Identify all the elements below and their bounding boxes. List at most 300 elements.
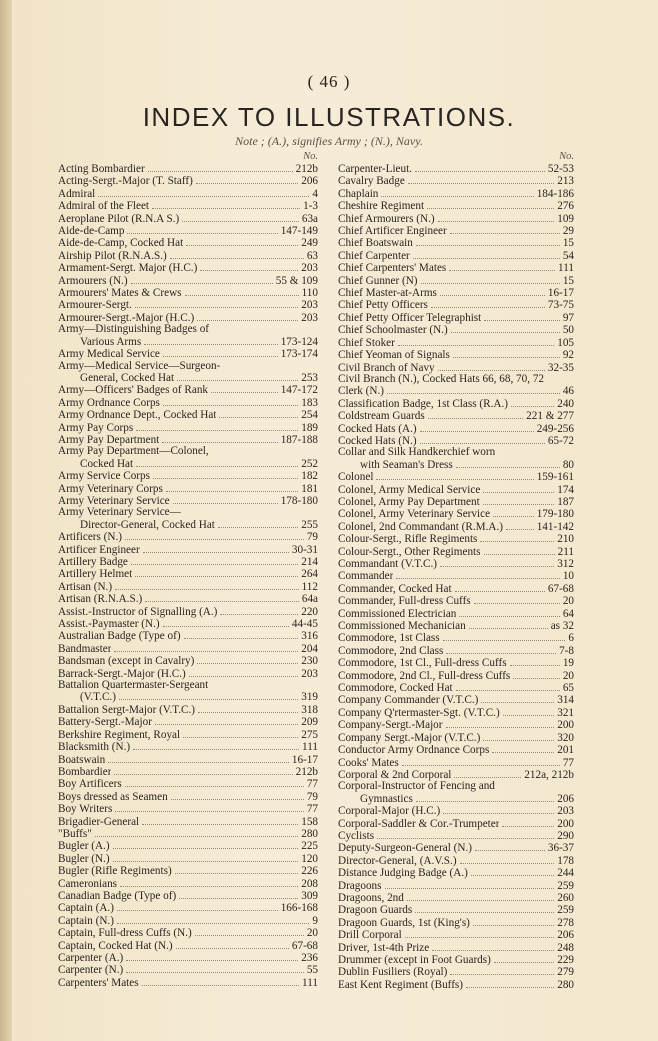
- index-entry: [338, 842, 574, 854]
- index-entry: [58, 927, 318, 939]
- dot-leader: [443, 632, 566, 641]
- index-entry: [338, 966, 574, 978]
- entry-number: 16-17: [291, 753, 318, 766]
- dot-leader: [494, 954, 554, 963]
- entry-label: Civil Branch of Navy: [338, 362, 435, 374]
- dot-leader: [126, 952, 298, 961]
- entry-label: Army Veterinary Corps: [58, 483, 163, 495]
- entry-label: Carpenter (A.): [58, 953, 124, 964]
- entry-label: Assist.-Paymaster (N.): [58, 619, 160, 631]
- index-entry: [338, 163, 574, 175]
- entry-label: Corporal & 2nd Corporal: [338, 769, 452, 781]
- index-entry: [58, 568, 318, 580]
- entry-number: 255: [301, 518, 318, 531]
- index-entry: [58, 630, 318, 642]
- dot-leader: [453, 349, 560, 358]
- entry-number: 67-68: [291, 939, 318, 952]
- dot-leader: [431, 299, 545, 308]
- dot-leader: [166, 483, 298, 492]
- entry-label: Army Pay Department: [58, 434, 160, 446]
- entry-label: Bugler (A.): [58, 841, 110, 853]
- entry-number: 312: [557, 558, 574, 570]
- dot-leader: [95, 828, 298, 837]
- index-entry: [338, 546, 574, 558]
- dot-leader: [135, 568, 298, 577]
- index-entry: [338, 558, 574, 570]
- index-entry: [58, 816, 318, 828]
- entry-label: Assist.-Instructor of Signalling (A.): [58, 606, 218, 618]
- dot-leader: [173, 495, 278, 504]
- index-entry: [338, 608, 574, 620]
- entry-label: Artisan (R.N.A.S.): [58, 594, 143, 606]
- entry-number: 173-124: [280, 335, 318, 348]
- entry-label: Civil Branch (N.), Cocked Hats 66, 68, 70, 72: [338, 373, 545, 385]
- dot-leader: [127, 225, 277, 234]
- index-entry: [338, 732, 574, 744]
- dot-leader: [415, 163, 545, 172]
- entry-number: 206: [557, 792, 574, 805]
- entry-label: Dragoon Guards, 1st (King's): [338, 917, 470, 929]
- entry-label: Brigadier-General: [58, 816, 140, 828]
- entry-label: Chief Stoker: [338, 337, 395, 349]
- index-entry: [58, 556, 318, 568]
- dot-leader: [115, 803, 303, 812]
- index-entry: [58, 446, 318, 457]
- entry-number: 214: [301, 556, 318, 568]
- index-entry: [58, 741, 318, 753]
- index-entry: [58, 483, 318, 495]
- index-entry: [58, 324, 318, 335]
- entry-number: 203: [301, 299, 318, 312]
- entry-number: 213: [557, 175, 574, 188]
- index-entry: [338, 707, 574, 719]
- entry-label: Army—Officers' Badges of Rank: [58, 385, 209, 397]
- entry-label: Army Ordnance Corps: [58, 397, 160, 409]
- index-entry: [58, 878, 318, 890]
- index-entry: [338, 917, 574, 929]
- entry-number: 248: [557, 941, 574, 954]
- dot-leader: [474, 595, 560, 604]
- entry-number: 15: [562, 274, 574, 287]
- entry-label: Dublin Fusiliers (Royal): [338, 967, 448, 979]
- entry-label: Chief Schoolmaster (N.): [338, 325, 448, 337]
- index-entry: [338, 447, 574, 458]
- dot-leader: [438, 362, 545, 371]
- entry-number: 225: [301, 840, 318, 853]
- entry-number: 181: [301, 482, 318, 495]
- dot-leader: [131, 556, 298, 565]
- dot-leader: [175, 865, 299, 874]
- entry-label: Army Veterinary Service: [58, 495, 170, 507]
- entry-label: Colonel, 2nd Commandant (R.M.A.): [338, 521, 504, 533]
- entry-number: 226: [301, 865, 318, 878]
- entry-label: Commodore, 2nd Cl., Full-dress Cuffs: [338, 670, 511, 682]
- entry-number: 46: [562, 385, 574, 398]
- entry-number: 230: [301, 655, 318, 668]
- dot-leader: [466, 979, 554, 988]
- index-entry: [338, 484, 574, 496]
- dot-leader: [183, 729, 298, 738]
- entry-label: Chief Yeoman of Signals: [338, 350, 450, 362]
- entry-label: Aide-de-Camp, Cocked Hat: [58, 238, 184, 250]
- index-entry: [58, 225, 318, 237]
- dot-leader: [171, 791, 304, 800]
- dot-leader: [449, 262, 555, 271]
- entry-number: 9: [312, 914, 318, 927]
- dot-leader: [408, 175, 554, 184]
- entry-number: 275: [301, 728, 318, 741]
- entry-number: 77: [562, 756, 574, 769]
- entry-number: 183: [301, 396, 318, 409]
- entry-label: Boys dressed as Seamen: [58, 791, 168, 803]
- entry-label: Dragoon Guards: [338, 905, 413, 917]
- index-entry: [58, 754, 318, 766]
- dot-leader: [219, 409, 298, 418]
- entry-label: Chief Artificer Engineer: [338, 226, 447, 238]
- dot-leader: [483, 484, 554, 493]
- index-entry: [338, 645, 574, 657]
- entry-label: Commissioned Mechanician: [338, 621, 466, 633]
- index-entry: [58, 312, 318, 324]
- dot-leader: [387, 385, 560, 394]
- index-entry: [58, 729, 318, 741]
- dot-leader: [145, 593, 299, 602]
- dot-leader: [163, 348, 278, 357]
- dot-leader: [420, 435, 545, 444]
- dot-leader: [432, 942, 554, 951]
- index-entry: [58, 791, 318, 803]
- entry-number: 20: [562, 669, 574, 682]
- index-entry: [338, 694, 574, 706]
- dot-leader: [415, 904, 554, 913]
- entry-number: 147-149: [280, 225, 318, 238]
- entry-label: Coldstream Guards: [338, 411, 425, 423]
- entry-number: 173-174: [280, 348, 318, 361]
- entry-number: 20: [562, 595, 574, 608]
- index-entry: [58, 680, 318, 691]
- dot-leader: [446, 645, 556, 654]
- entry-number: 212b: [295, 765, 318, 778]
- page-title: INDEX TO ILLUSTRATIONS.: [142, 102, 516, 132]
- dot-leader: [197, 655, 298, 664]
- entry-label: Admiral of the Fleet: [58, 201, 150, 213]
- dot-leader: [510, 657, 560, 666]
- index-entry: [58, 865, 318, 877]
- entry-label: Colour-Sergt., Rifle Regiments: [338, 534, 478, 546]
- index-entry: [58, 458, 318, 470]
- entry-label: Army Pay Department—Colonel,: [58, 446, 209, 458]
- dot-leader: [405, 929, 555, 938]
- index-entry: [338, 423, 574, 435]
- index-entry: [58, 952, 318, 964]
- entry-number: 1-3: [303, 200, 318, 213]
- entry-label: Artificer Engineer: [58, 544, 140, 556]
- entry-number: 203: [301, 667, 318, 680]
- dot-leader: [376, 471, 533, 480]
- entry-number: 201: [557, 744, 574, 757]
- entry-number: 264: [301, 568, 318, 581]
- index-entry: [58, 618, 318, 630]
- entry-label: Army Service Corps: [58, 471, 150, 483]
- entry-number: 159-161: [536, 471, 574, 484]
- entry-number: 184-186: [536, 187, 574, 200]
- dot-leader: [136, 458, 298, 467]
- entry-label: Company Q'rtermaster-Sgt. (V.T.C.): [338, 707, 500, 719]
- dot-leader: [195, 927, 304, 936]
- index-entry: [338, 312, 574, 324]
- entry-number: 206: [301, 175, 318, 188]
- dot-leader: [456, 459, 560, 468]
- dot-leader: [381, 188, 533, 197]
- dot-leader: [182, 213, 299, 222]
- entry-label: Airship Pilot (R.N.A.S.): [58, 250, 167, 262]
- dot-leader: [113, 853, 299, 862]
- entry-number: 203: [557, 805, 574, 818]
- entry-label: Cocked Hats (N.): [338, 435, 417, 447]
- entry-label: Aide-de-Camp: [58, 226, 125, 238]
- index-entry: [58, 495, 318, 507]
- entry-label: Cocked Hats (A.): [338, 423, 417, 435]
- dot-leader: [511, 398, 554, 407]
- dot-leader: [133, 741, 299, 750]
- dot-leader: [218, 519, 298, 528]
- entry-number: 19: [562, 657, 574, 670]
- index-entry: [58, 778, 318, 790]
- entry-number: 30-31: [291, 543, 318, 556]
- entry-number: 254: [301, 409, 318, 422]
- index-entry: [58, 643, 318, 655]
- index-entry: [338, 781, 574, 792]
- entry-label: Cheshire Regiment: [338, 201, 425, 213]
- index-entry: [58, 902, 318, 914]
- dot-leader: [108, 754, 289, 763]
- index-entry: [58, 915, 318, 927]
- entry-label: Colour-Sergt., Other Regiments: [338, 546, 481, 558]
- index-entry: [58, 766, 318, 778]
- entry-number: 240: [557, 397, 574, 410]
- entry-number: 203: [301, 311, 318, 324]
- entry-label: Captain (A.): [58, 903, 114, 915]
- entry-number: 158: [301, 815, 318, 828]
- entry-number: 187: [557, 495, 574, 508]
- index-entry: [58, 704, 318, 716]
- dot-leader: [440, 287, 545, 296]
- number-column-header: No.: [559, 151, 574, 162]
- dot-leader: [428, 410, 523, 419]
- dot-leader: [200, 262, 298, 271]
- entry-label: Artillery Badge: [58, 557, 128, 568]
- entry-label: Commander, Full-dress Cuffs: [338, 596, 471, 608]
- entry-label: Army Pay Corps: [58, 422, 134, 434]
- entry-number: 110: [301, 287, 318, 300]
- index-entry: [338, 213, 574, 225]
- dot-leader: [143, 544, 289, 553]
- entry-number: 120: [301, 852, 318, 865]
- entry-label: Canadian Badge (Type of): [58, 890, 177, 902]
- entry-label: Bandmaster: [58, 643, 112, 655]
- index-entry: [338, 533, 574, 545]
- index-entry: [338, 657, 574, 669]
- entry-label: Commodore, 1st Cl., Full-dress Cuffs: [338, 658, 507, 670]
- entry-label: Gymnastics: [360, 793, 413, 805]
- dot-leader: [481, 694, 554, 703]
- entry-number: 189: [301, 421, 318, 434]
- dot-leader: [142, 816, 298, 825]
- entry-number: 249: [301, 237, 318, 250]
- index-entry: [58, 593, 318, 605]
- entry-label: East Kent Regiment (Buffs): [338, 979, 464, 991]
- entry-label: Boy Artificers: [58, 779, 122, 791]
- abbreviation-note: Note ; (A.), signifies Army ; (N.), Navy.: [235, 134, 423, 148]
- index-entry: [338, 880, 574, 892]
- index-entry: [338, 275, 574, 287]
- entry-label: Drill Corporal: [338, 930, 402, 942]
- entry-number: 65: [562, 682, 574, 695]
- dot-leader: [456, 682, 560, 691]
- index-entry: [338, 620, 574, 632]
- entry-number: 92: [562, 349, 574, 362]
- entry-label: Battalion Quartermaster-Sergeant: [58, 680, 209, 692]
- index-entry: [58, 348, 318, 360]
- entry-label: Driver, 1st-4th Prize: [338, 942, 430, 954]
- entry-label: Army Medical Service: [58, 349, 160, 361]
- entry-number: 65-72: [547, 434, 574, 447]
- entry-number: 64: [562, 607, 574, 620]
- dot-leader: [438, 213, 555, 222]
- index-entry: [338, 496, 574, 508]
- index-entry: [58, 716, 318, 728]
- index-entry: [338, 793, 574, 805]
- dot-leader: [179, 890, 298, 899]
- entry-number: 79: [306, 531, 318, 544]
- index-entry: [58, 163, 318, 175]
- dot-leader: [503, 707, 555, 716]
- dot-leader: [176, 940, 289, 949]
- dot-leader: [220, 606, 298, 615]
- entry-number: 111: [302, 741, 318, 754]
- dot-leader: [506, 521, 534, 530]
- entry-label: Carpenter-Lieut.: [338, 164, 413, 175]
- entry-number: 252: [301, 457, 318, 470]
- index-entry: [338, 435, 574, 447]
- index-entry: [338, 299, 574, 311]
- entry-label: Commander, Cocked Hat: [338, 583, 452, 595]
- entry-number: 36-37: [547, 842, 574, 855]
- entry-number: 7-8: [559, 644, 574, 657]
- entry-label: General, Cocked Hat: [80, 372, 175, 384]
- index-entry: [338, 508, 574, 520]
- index-entry: [338, 287, 574, 299]
- index-entry-list: [58, 163, 318, 989]
- dot-leader: [114, 766, 292, 775]
- entry-number: 50: [562, 324, 574, 337]
- dot-leader: [153, 470, 298, 479]
- dot-leader: [421, 275, 560, 284]
- index-entry: [338, 769, 574, 781]
- entry-number: 178-180: [280, 494, 318, 507]
- index-entry: [58, 237, 318, 249]
- dot-leader: [454, 769, 521, 778]
- index-entry: [58, 384, 318, 396]
- entry-number: 64a: [301, 593, 318, 606]
- entry-label: Army—Distinguishing Badges of: [58, 324, 210, 336]
- dot-leader: [459, 608, 559, 617]
- entry-number: 260: [557, 891, 574, 904]
- entry-label: Artisan (N.): [58, 581, 113, 593]
- entry-number: 229: [557, 954, 574, 966]
- index-entry: [338, 175, 574, 187]
- entry-number: 63a: [301, 212, 318, 225]
- entry-label: Company Sergt.-Major (V.T.C.): [338, 732, 481, 744]
- entry-label: Army—Medical Service—Surgeon-: [58, 360, 221, 372]
- entry-label: Army Ordnance Dept., Cocked Hat: [58, 410, 217, 422]
- dot-leader: [402, 757, 560, 766]
- index-entry: [58, 581, 318, 593]
- dot-leader: [113, 840, 299, 849]
- dot-leader: [440, 558, 554, 567]
- entry-number: 211: [557, 545, 574, 558]
- entry-number: 212a, 212b: [524, 768, 574, 781]
- entry-label: Commander: [338, 571, 394, 583]
- entry-number: 314: [557, 694, 574, 707]
- dot-leader: [196, 175, 298, 184]
- entry-label: Cocked Hat: [80, 458, 134, 470]
- entry-label: Captain, Cocked Hat (N.): [58, 940, 173, 952]
- index-entry: [58, 361, 318, 372]
- dot-leader: [493, 508, 534, 517]
- entry-label: Australian Badge (Type of): [58, 631, 181, 643]
- entry-label: Armourers' Mates & Crews: [58, 288, 182, 300]
- dot-leader: [443, 805, 554, 814]
- entry-number: 321: [557, 706, 574, 719]
- entry-number: 10: [562, 570, 574, 583]
- entry-number: 147-172: [280, 384, 318, 397]
- dot-leader: [385, 880, 555, 889]
- dot-leader: [189, 668, 298, 677]
- entry-number: 4: [312, 187, 318, 200]
- entry-number: 141-142: [536, 520, 574, 533]
- index-entry: [338, 979, 574, 991]
- dot-leader: [492, 744, 554, 753]
- dot-leader: [135, 299, 298, 308]
- index-entry: [338, 188, 574, 200]
- entry-label: Commandant (V.T.C.): [338, 559, 438, 570]
- entry-label: Company Commander (V.T.C.): [338, 695, 479, 707]
- index-entry: [338, 595, 574, 607]
- dot-leader: [198, 704, 298, 713]
- index-entry: [58, 803, 318, 815]
- entry-label: Carpenter (N.): [58, 965, 124, 977]
- dot-leader: [451, 324, 560, 333]
- entry-label: Carpenters' Mates: [58, 977, 139, 989]
- entry-number: 210: [557, 533, 574, 546]
- entry-label: Cooks' Mates: [338, 757, 399, 769]
- dot-leader: [114, 643, 298, 652]
- entry-number: 80: [562, 458, 574, 471]
- entry-number: 97: [562, 311, 574, 324]
- index-entry: [338, 262, 574, 274]
- index-entry: [58, 175, 318, 187]
- entry-label: Bandsman (except in Cavalry): [58, 656, 195, 668]
- index-entry: [338, 324, 574, 336]
- dot-leader: [475, 842, 545, 851]
- entry-number: 278: [557, 916, 574, 929]
- dot-leader: [144, 336, 277, 345]
- entry-label: Battalion Sergt-Major (V.T.C.): [58, 704, 196, 716]
- entry-number: 55 & 109: [275, 274, 318, 287]
- entry-number: 174: [557, 483, 574, 496]
- index-entry: [338, 929, 574, 941]
